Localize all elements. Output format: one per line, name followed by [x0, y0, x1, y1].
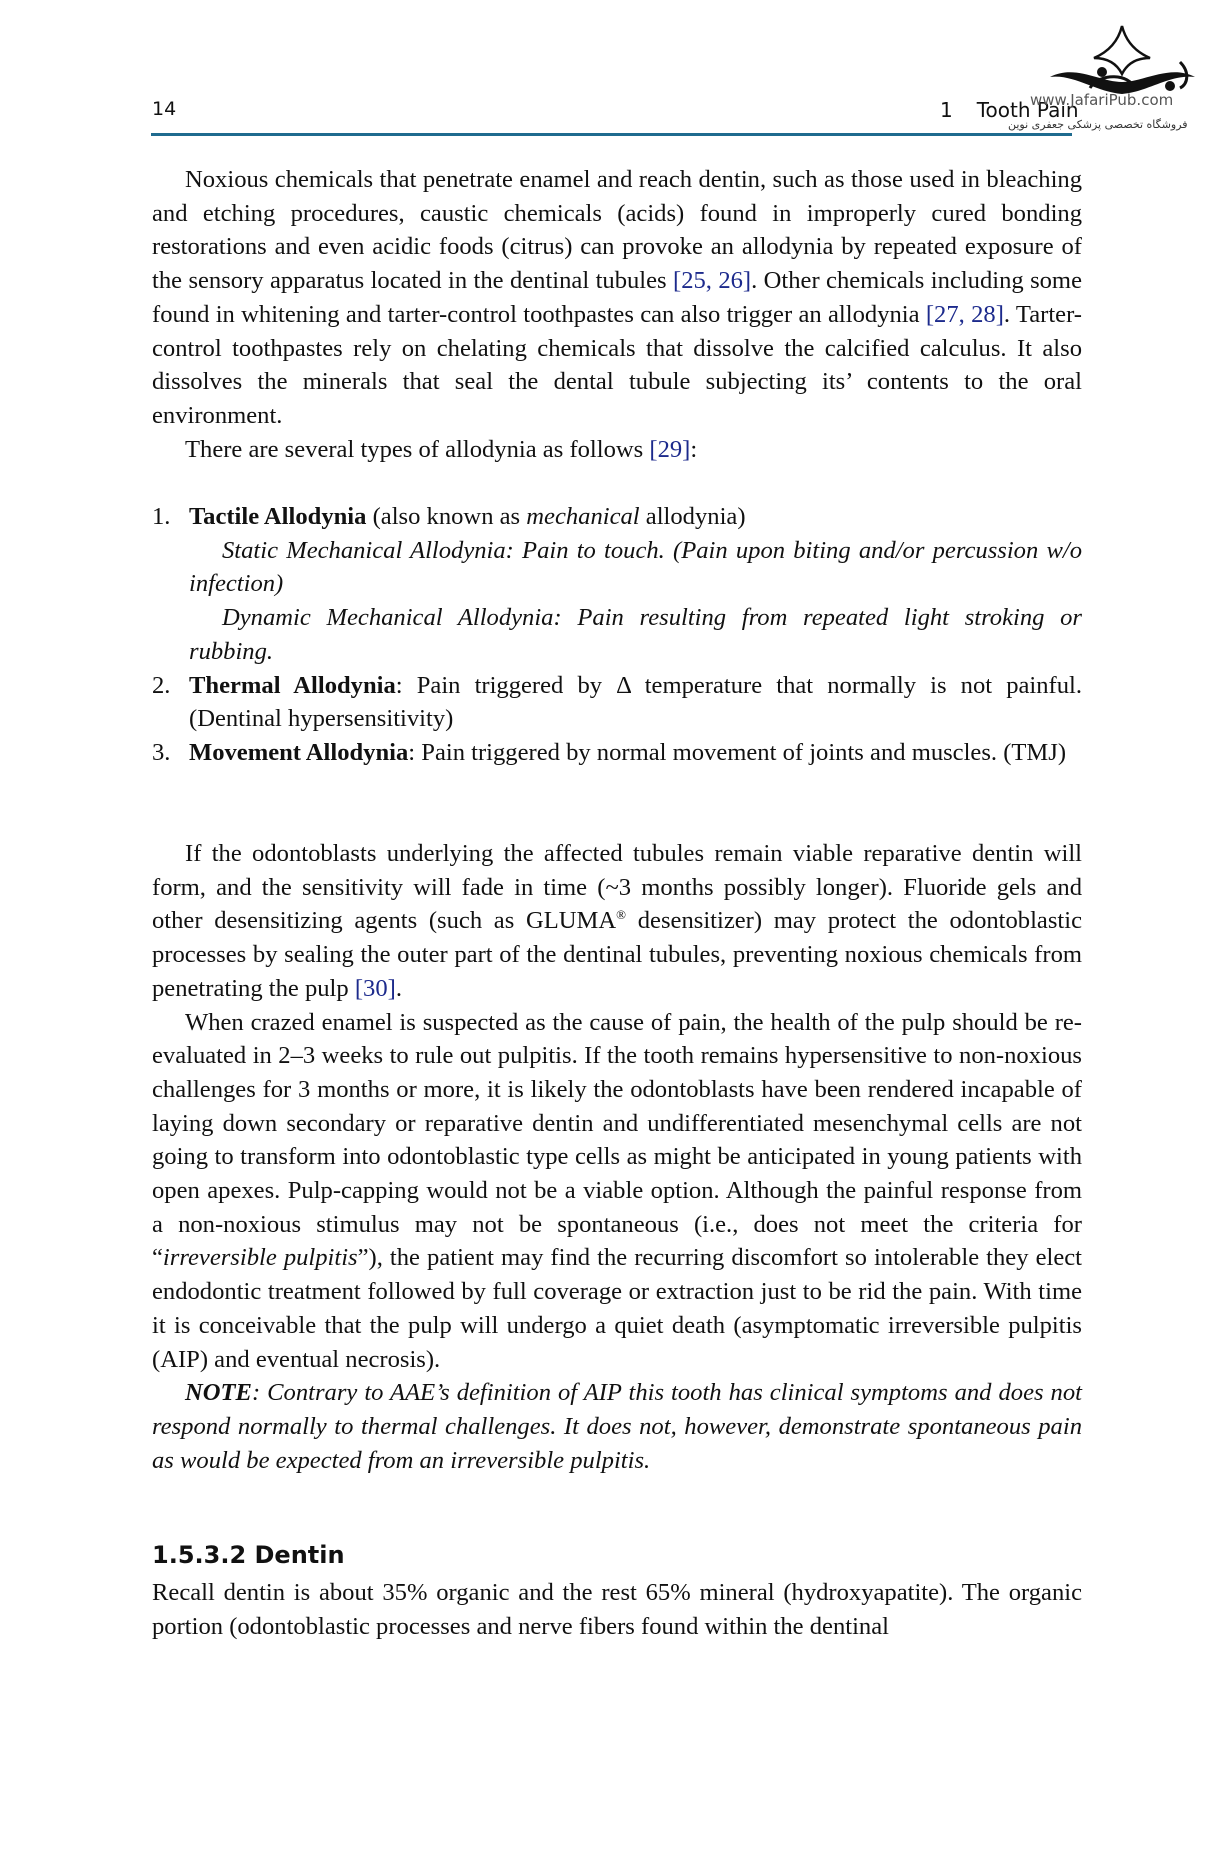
list-item: 2. Thermal Allodynia: Pain triggered by Δ temperature that normally is not painful. (Dentinal hypersensitivity) [152, 671, 1083, 733]
paragraph-allodynia-types: There are several types of allodynia as follows [29]: [185, 435, 698, 463]
paragraph-dentin: Recall dentin is about 35% organic and the rest 65% mineral (hydroxyapatite). The organic portion (odontoblastic processes and nerve fibers found within the dentinal [152, 1579, 1082, 1640]
section-text-block [152, 1576, 1082, 1643]
list-item: 3. Movement Allodynia: Pain triggered by normal movement of joints and muscles. (TMJ) [152, 738, 1067, 766]
paragraph-crazed-enamel: When crazed enamel is suspected as the cause of pain, the health of the pulp should be re-evaluated in 2–3 weeks to rule out pulpitis. If the tooth remains hypersensitive to non-noxious challenges for 3 months or more, it is likely the odontoblasts have been rendered incapable of laying down secondary or reparative dentin and undifferentiated mesenchymal cells are not going to transform into odontoblastic type cells as might be anticipated in young patients with open apexes. Pulp-capping would not be a viable option. Although the painful response from a non-noxious stimulus may not be spontaneous (i.e., does not meet the criteria for “irreversible pulpitis”), the patient may find the recurring discomfort so intolerable they elect endodontic treatment followed by full coverage or extraction just to be rid the pain. With time it is conceivable that the pulp will undergo a quiet death (asymptomatic irreversible pulpitis (AIP) and eventual necrosis). [152, 1008, 1082, 1373]
watermark-tagline: فروشگاه تخصصی پزشکی جعفری نوین [1008, 118, 1188, 131]
list-item: 1. Tactile Allodynia (also known as mechanical allodynia) Static Mechanical Allodynia: Pain to touch. (Pain upon biting and/or percussion w/o infection) Dynamic Mechanical Allodynia: Pain resulting from repeated light stroking or rubbing. [152, 500, 1082, 669]
allodynia-list [152, 500, 1082, 770]
note-label: NOTE [185, 1379, 252, 1407]
list-term: Thermal Allodynia [189, 671, 396, 699]
paragraph-odontoblasts: If the odontoblasts underlying the affected tubules remain viable reparative dentin will form, and the sensitivity will fade in time (~3 months possibly longer). Fluoride gels and other desensitizing agents (such as GLUMA® desensitizer) may protect the odontoblastic processes by sealing the outer part of the dentinal tubules, preventing noxious chemicals from penetrating the pulp [30]. [152, 840, 1082, 1002]
citation-link[interactable]: [27, 28] [925, 300, 1004, 328]
list-subitem: Dynamic Mechanical Allodynia: Pain resulting from repeated light stroking or rubbing. [189, 604, 1082, 665]
chapter-title: Tooth Pain [976, 98, 1079, 122]
body-paragraphs [152, 837, 1082, 1477]
intro-paragraphs [152, 163, 1082, 466]
list-subitem: Static Mechanical Allodynia: Pain to touch. (Pain upon biting and/or percussion w/o infection) [189, 536, 1082, 598]
header-rule [151, 133, 1072, 136]
allodynia-list-block [152, 500, 1082, 770]
list-term: Movement Allodynia [189, 738, 409, 766]
citation-link[interactable]: [25, 26] [673, 267, 752, 295]
watermark-url: www.JafariPub.com [1030, 91, 1174, 109]
chapter-number: 1 [940, 98, 953, 122]
note-paragraph: NOTE: Contrary to AAE’s definition of AIP this tooth has clinical symptoms and does not respond normally to thermal challenges. It does not, however, demonstrate spontaneous pain as would be expected from an irreversible pulpitis. [152, 1379, 1082, 1474]
paragraph-noxious-chemicals: Noxious chemicals that penetrate enamel and reach dentin, such as those used in bleaching and etching procedures, caustic chemicals (acids) found in improperly cured bonding restorations and even acidic foods (citrus) can provoke an allodynia by repeated exposure of the sensory apparatus located in the dentinal tubules [25, 26]. Other chemicals including some found in whitening and tarter-control toothpastes can also trigger an allodynia [27, 28]. Tarter-control toothpastes rely on chelating chemicals that dissolve the calcified calculus. It also dissolves the minerals that seal the dental tubule subjecting its’ contents to the oral environment. [152, 166, 1082, 429]
list-term: Tactile Allodynia [189, 503, 367, 530]
section-heading: 1.5.3.2 Dentin [152, 1541, 345, 1569]
citation-link[interactable]: [30] [354, 974, 396, 1002]
citation-link[interactable]: [29] [649, 435, 691, 463]
page-number: 14 [152, 98, 177, 120]
